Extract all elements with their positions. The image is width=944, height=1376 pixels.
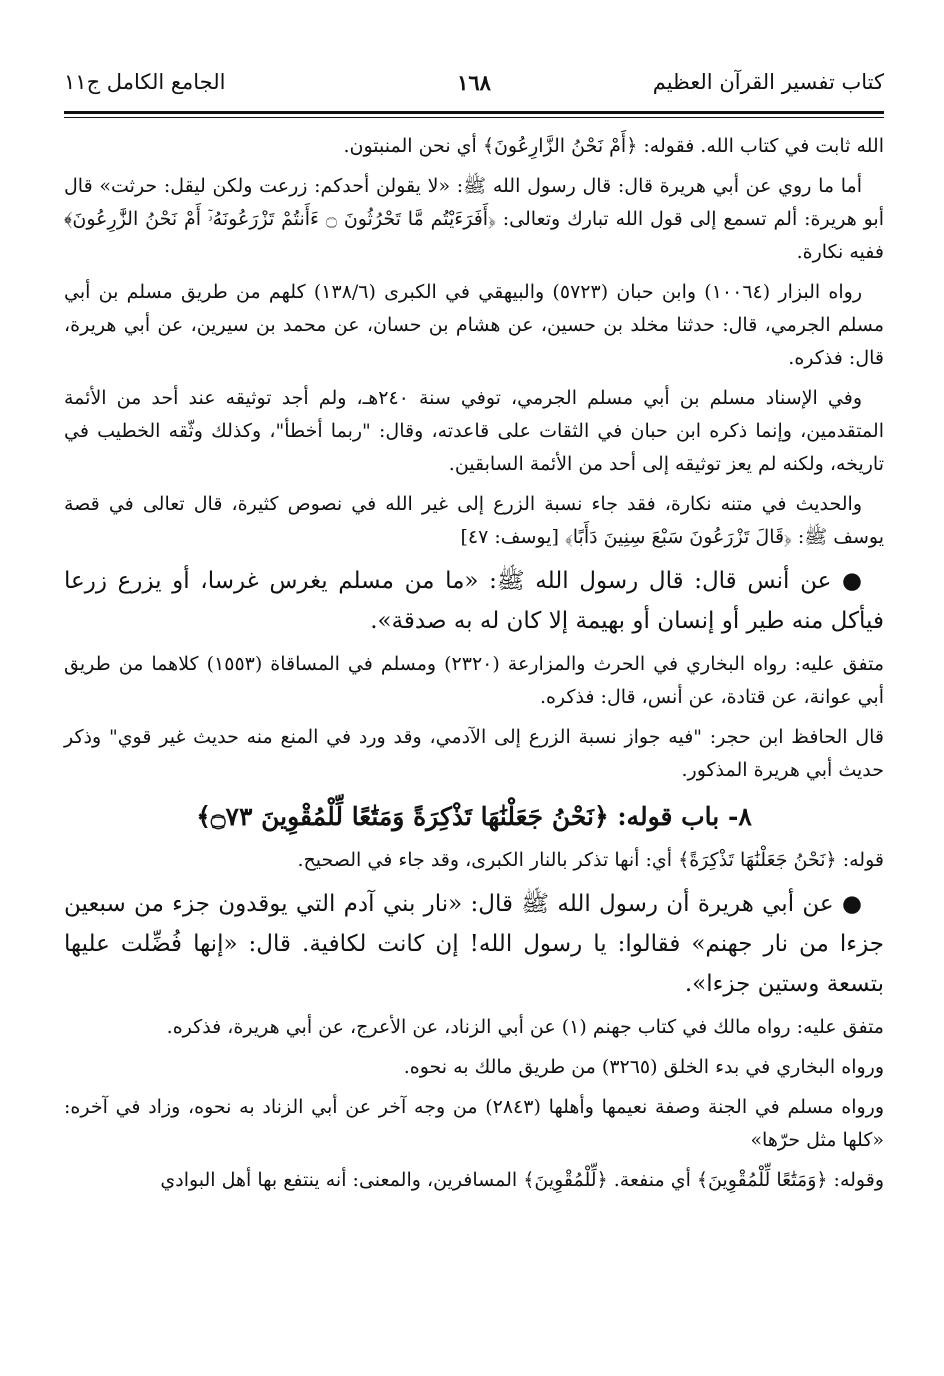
page-number: ١٦٨: [457, 70, 491, 95]
paragraph: أما ما روي عن أبي هريرة قال: قال رسول الله ﷺ: «لا يقولن أحدكم: زرعت ولكن ليقل: حرثت» قال أبو هريرة: ألم تسمع إلى قول الله تبارك وتعالى: ﴿أَفَرَءَيْتُم مَّا تَحْرُثُونَ ۝ ءَأَنتُمْ تَزْرَعُونَهُۥٓ أَمْ نَحْنُ الزَّٰرِعُونَ﴾ ففيه نكارة.: [64, 175, 884, 263]
paragraph: متفق عليه: رواه البخاري في الحرث والمزارعة (٢٣٢٠) ومسلم في المساقاة (١٥٥٣) كلاهما من طريق أبي عوانة، عن قتادة، عن أنس، قال: فذكره.: [64, 653, 884, 708]
hadith-paragraph: ● عن أنس قال: قال رسول الله ﷺ: «ما من مسلم يغرس غرسا، أو يزرع زرعا فيأكل منه طير أو إنسان أو بهيمة إلا كان له به صدقة».: [64, 568, 884, 634]
paragraph: والحديث في متنه نكارة، فقد جاء نسبة الزرع إلى غير الله في نصوص كثيرة، قال تعالى في قصة يوسف ﷺ: ﴿قَالَ تَزْرَعُونَ سَبْعَ سِنِينَ دَأَبًا﴾ [يوسف: ٤٧]: [64, 493, 884, 548]
volume-title: الجامع الكامل ج١١: [64, 70, 226, 94]
paragraph: ورواه مسلم في الجنة وصفة نعيمها وأهلها (٢٨٤٣) من وجه آخر عن أبي الزناد به نحوه، وزاد في آخره: «كلها مثل حرّها»: [64, 1096, 884, 1151]
paragraph: ورواه البخاري في بدء الخلق (٣٢٦٥) من طريق مالك به نحوه.: [403, 1056, 884, 1078]
hadith-paragraph: ● عن أبي هريرة أن رسول الله ﷺ قال: «نار بني آدم التي يوقدون جزء من سبعين جزءا من نار جهنم» فقالوا: يا رسول الله! إن كانت لكافية. قال: «إنها فُضِّلت عليها بتسعة وستين جزءا».: [64, 891, 884, 997]
book-title: كتاب تفسير القرآن العظيم: [652, 70, 884, 94]
paragraph: الله ثابت في كتاب الله. فقوله: ﴿أَمْ نَحْنُ الزَّارِعُونَ﴾ أي نحن المنبتون.: [343, 135, 884, 157]
paragraph: وفي الإسناد مسلم بن أبي مسلم الجرمي، توفي سنة ٢٤٠هـ، ولم أجد توثيقه عند أحد من الأئمة المتقدمين، وإنما ذكره ابن حبان في الثقات على قاعدته، وقال: "ربما أخطأ"، وكذلك وثّقه الخطيب في تاريخه، ولكنه لم يعز توثيقه إلى أحد من الأئمة السابقين.: [64, 387, 884, 475]
page-body: [64, 130, 884, 1204]
header-rule-thick: [64, 111, 884, 114]
paragraph: رواه البزار (١٠٠٦٤) وابن حبان (٥٧٢٣) والبيهقي في الكبرى (١٣٨/٦) كلهم من طريق مسلم بن أبي مسلم الجرمي، قال: حدثنا مخلد بن حسين، عن هشام بن حسان، عن محمد بن سيرين، عن أبي هريرة، قال: فذكره.: [64, 281, 884, 369]
running-header: [64, 70, 884, 110]
paragraph: قوله: ﴿نَحْنُ جَعَلْنَٰهَا تَذْكِرَةً﴾ أي: أنها تذكر بالنار الكبرى، وقد جاء في الصحيح.: [297, 849, 884, 871]
header-rule-thin: [64, 117, 884, 118]
section-heading: ٨- باب قوله: ﴿نَحْنُ جَعَلْنَٰهَا تَذْكِرَةً وَمَتَٰعًا لِّلْمُقْوِينَ ۝٧٣﴾: [196, 802, 752, 831]
paragraph: متفق عليه: رواه مالك في كتاب جهنم (١) عن أبي الزناد، عن الأعرج، عن أبي هريرة، فذكره.: [166, 1016, 884, 1038]
paragraph: قال الحافظ ابن حجر: "فيه جواز نسبة الزرع إلى الآدمي، وقد ورد في المنع منه حديث غير قوي" وذكر حديث أبي هريرة المذكور.: [64, 726, 884, 781]
paragraph: وقوله: ﴿وَمَتَٰعًا لِّلْمُقْوِينَ﴾ أي منفعة. ﴿لِّلْمُقْوِينَ﴾ المسافرين، والمعنى: أنه ينتفع بها أهل البوادي: [160, 1169, 884, 1191]
